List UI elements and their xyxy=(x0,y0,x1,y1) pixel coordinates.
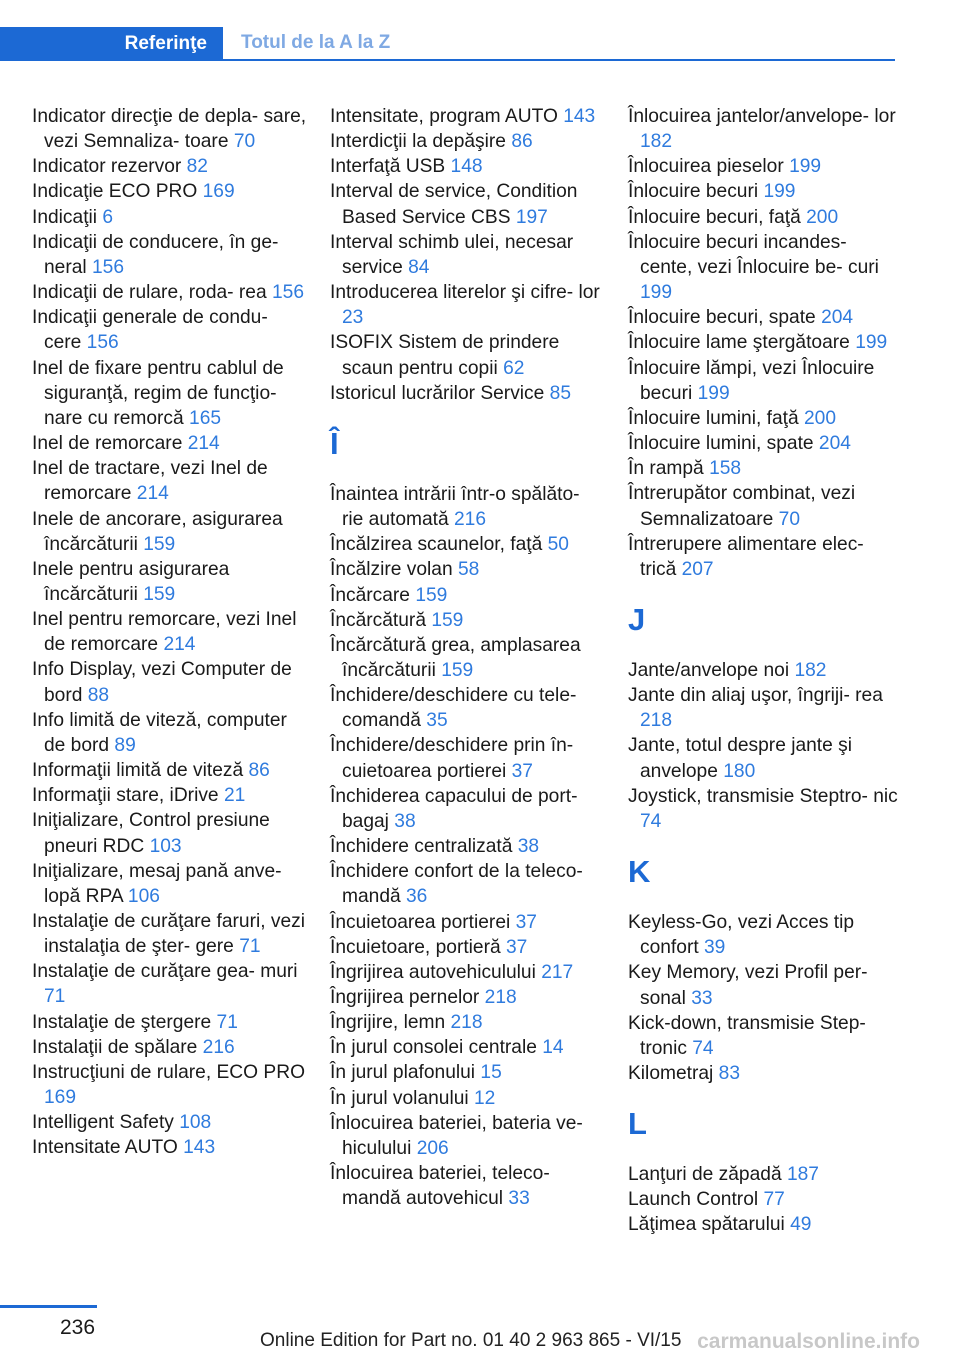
page-link[interactable]: 38 xyxy=(394,810,416,832)
index-entry-text: Iniţializare, mesaj pană anve‐ lopă RPA xyxy=(32,860,282,907)
index-entry-text: Instalaţii de spălare xyxy=(32,1036,198,1058)
index-entry xyxy=(330,733,605,783)
page-link[interactable]: 23 xyxy=(342,307,364,329)
index-entry xyxy=(32,305,307,355)
page-link[interactable]: 108 xyxy=(179,1112,212,1134)
page-link[interactable]: 158 xyxy=(709,458,742,480)
page-link[interactable]: 143 xyxy=(563,106,596,127)
index-entry xyxy=(32,607,307,657)
index-entry xyxy=(628,230,903,305)
index-entry-text: Indicaţie ECO PRO xyxy=(32,181,198,203)
page-link[interactable]: 38 xyxy=(517,836,540,858)
index-letter-heading: Î xyxy=(330,425,339,461)
index-entry-text: Înlocuirea jantelor/anvelope‐ lor xyxy=(628,106,896,127)
page-link[interactable]: 83 xyxy=(718,1063,740,1084)
page-link[interactable]: 199 xyxy=(789,156,822,178)
chapter-tab: Referinţe xyxy=(0,27,223,61)
index-entry xyxy=(628,406,903,431)
index-entry xyxy=(628,456,903,481)
index-entry xyxy=(32,758,307,783)
index-letter-heading: L xyxy=(628,1106,647,1142)
index-entry-text: Inele pentru asigurarea încărcăturii xyxy=(32,558,230,605)
index-entry-text: Înlocuirea bateriei, teleco‐ mandă autovehicul xyxy=(330,1163,550,1210)
index-entry xyxy=(628,305,903,330)
index-entry-text: Încuietoare, portieră xyxy=(330,936,501,958)
index-entry xyxy=(330,910,605,935)
index-entry xyxy=(32,1035,307,1060)
index-entry-text: Intelligent Safety xyxy=(32,1112,174,1134)
index-entry-text: Jante/anvelope noi xyxy=(628,659,790,681)
page-link[interactable]: 156 xyxy=(86,332,119,354)
page-link[interactable]: 218 xyxy=(640,710,673,732)
index-entry-text: Instalaţie de ştergere xyxy=(32,1011,212,1033)
index-entry xyxy=(32,909,307,959)
index-entry xyxy=(32,507,307,557)
index-entry xyxy=(32,1135,307,1160)
index-entry xyxy=(32,783,307,808)
index-entry-text: Îngrijirea autovehiculului xyxy=(330,961,536,983)
page-link[interactable]: 218 xyxy=(484,987,517,1008)
page-link[interactable]: 82 xyxy=(186,156,208,178)
page-link[interactable]: 33 xyxy=(508,1188,530,1210)
index-entry-text: Lanţuri de zăpadă xyxy=(628,1164,782,1186)
index-entry-text: Launch Control xyxy=(628,1189,759,1211)
index-entry-text: Indicaţii de rulare, roda‐ rea xyxy=(32,282,267,304)
index-entry xyxy=(32,104,307,154)
index-entry xyxy=(330,104,605,129)
index-entry-text: Inel de remorcare xyxy=(32,433,183,455)
index-entry-text: Instalaţie de curăţare faruri, vezi instalaţia de şter‐ gere xyxy=(32,911,306,958)
page-number: 236 xyxy=(60,1316,96,1339)
index-entry-text: Înlocuire becuri xyxy=(628,181,759,203)
index-entry-text: Info Display, vezi Computer de bord xyxy=(32,659,292,706)
edition-note: Online Edition for Part no. 01 40 2 963 865 - VI/15 xyxy=(260,1330,682,1351)
index-entry xyxy=(330,230,605,280)
page-link[interactable]: 187 xyxy=(786,1164,819,1186)
index-entry-text: Iniţializare, Control presiune pneuri RDC xyxy=(32,810,270,857)
page-link[interactable]: 148 xyxy=(450,156,483,178)
page-link[interactable]: 70 xyxy=(233,131,256,153)
index-entry-text: Interval schimb ulei, necesar service xyxy=(330,231,574,278)
index-entry-text: Inele de ancorare, asigurarea încărcăturii xyxy=(32,508,283,555)
page-link[interactable]: 36 xyxy=(406,886,428,908)
section-tab: Totul de la A la Z xyxy=(223,27,895,61)
page-link[interactable]: 180 xyxy=(723,760,756,782)
page-link[interactable]: 216 xyxy=(202,1036,235,1058)
index-entry xyxy=(330,1035,605,1060)
index-entry xyxy=(628,431,903,456)
page-link[interactable]: 74 xyxy=(640,810,662,832)
index-entry-text: Închidere confort de la teleco‐ mandă xyxy=(330,861,583,908)
index-entry-text: Info limită de viteză, computer de bord xyxy=(32,709,287,756)
page-link[interactable]: 169 xyxy=(44,1087,77,1109)
index-entry-text: Keyless-Go, vezi Acces tip confort xyxy=(628,912,855,959)
index-entry-text: Joystick, transmisie Steptro‐ nic xyxy=(628,785,898,807)
index-entry xyxy=(628,733,903,783)
page-link[interactable]: 200 xyxy=(806,206,839,228)
page-link[interactable]: 6 xyxy=(102,206,114,228)
index-entry-text: Înlocuire becuri incandes‐ cente, vezi Înlocuire be‐ curi xyxy=(628,231,879,278)
page-link[interactable]: 50 xyxy=(547,534,569,556)
index-entry xyxy=(628,784,903,834)
index-entry xyxy=(628,205,903,230)
page-link[interactable]: 199 xyxy=(697,382,730,404)
index-entry xyxy=(330,330,605,380)
index-entry-text: Înlocuire becuri, faţă xyxy=(628,206,801,228)
index-entry-text: Înaintea intrării într-o spălăto‐ rie automată xyxy=(330,483,580,531)
index-column-1 xyxy=(32,104,307,1161)
page-link[interactable]: 182 xyxy=(640,131,673,153)
index-entry xyxy=(628,532,903,582)
index-entry xyxy=(32,205,307,230)
index-entry xyxy=(330,834,605,859)
index-entry-text: Inel de tractare, vezi Inel de remorcare xyxy=(32,458,268,505)
index-entry xyxy=(330,129,605,154)
index-entry-text: Înlocuire lame ştergătoare xyxy=(628,332,850,354)
index-entry xyxy=(628,960,903,1010)
index-entry-text: Indicator direcţie de depla‐ sare, vezi Semnaliza‐ toare xyxy=(32,106,307,153)
index-entry-text: Jante din aliaj uşor, îngriji‐ rea xyxy=(628,685,883,707)
index-entry xyxy=(330,280,605,330)
index-entry xyxy=(32,230,307,280)
page-link[interactable]: 214 xyxy=(187,433,220,455)
page-link[interactable]: 71 xyxy=(216,1011,238,1033)
index-entry xyxy=(628,910,903,960)
page-link[interactable]: 37 xyxy=(511,760,533,782)
page-link[interactable]: 204 xyxy=(818,433,851,455)
index-entry xyxy=(32,280,307,305)
index-entry xyxy=(32,154,307,179)
index-entry-text: Interfaţă USB xyxy=(330,156,446,178)
page-link[interactable]: 197 xyxy=(515,206,548,228)
index-entry xyxy=(330,935,605,960)
page-link[interactable]: 74 xyxy=(692,1037,714,1059)
page-link[interactable]: 37 xyxy=(506,936,528,958)
page-link[interactable]: 159 xyxy=(143,583,176,605)
index-entry-text: Încărcătură grea, amplasarea încărcăturii xyxy=(330,634,581,681)
page-link[interactable]: 143 xyxy=(183,1137,216,1159)
page-link[interactable]: 35 xyxy=(426,710,448,732)
footer-rule xyxy=(0,1305,97,1308)
index-column-2 xyxy=(330,104,605,1211)
index-entry-text: În jurul volanului xyxy=(330,1087,469,1109)
index-entry-text: Înlocuire becuri, spate xyxy=(628,307,816,329)
watermark: carmanualsonline.info xyxy=(697,1330,920,1353)
index-entry xyxy=(32,657,307,707)
index-entry xyxy=(330,154,605,179)
index-entry xyxy=(330,985,605,1010)
page-link[interactable]: 159 xyxy=(431,609,464,631)
page-link[interactable]: 156 xyxy=(271,282,304,304)
index-entry-text: Intensitate AUTO xyxy=(32,1137,178,1159)
index-entry-text: Încuietoarea portierei xyxy=(330,911,511,933)
page-link[interactable]: 165 xyxy=(189,407,222,429)
index-entry-text: Înlocuire lumini, faţă xyxy=(628,407,799,429)
page-link[interactable]: 15 xyxy=(480,1062,502,1084)
index-entry xyxy=(628,1011,903,1061)
page-link[interactable]: 103 xyxy=(149,835,182,857)
index-entry xyxy=(32,456,307,506)
index-entry xyxy=(32,859,307,909)
index-entry xyxy=(330,179,605,229)
index-entry xyxy=(330,633,605,683)
index-entry xyxy=(628,104,903,154)
index-entry xyxy=(628,330,903,355)
page-link[interactable]: 204 xyxy=(821,307,854,329)
index-entry xyxy=(628,356,903,406)
index-entry xyxy=(32,1110,307,1135)
index-entry-text: Istoricul lucrărilor Service xyxy=(330,382,545,404)
index-entry-text: Kick-down, transmisie Step‐ tronic xyxy=(628,1012,866,1059)
page-link[interactable]: 214 xyxy=(136,483,169,505)
page-link[interactable]: 89 xyxy=(114,734,136,756)
index-entry xyxy=(32,179,307,204)
page-link[interactable]: 200 xyxy=(803,407,836,429)
index-entry xyxy=(330,532,605,557)
page-link[interactable]: 21 xyxy=(223,785,246,807)
page-link[interactable]: 199 xyxy=(763,181,796,203)
index-entry xyxy=(330,960,605,985)
page-link[interactable]: 71 xyxy=(44,986,66,1008)
page-link[interactable]: 86 xyxy=(511,131,533,153)
index-entry xyxy=(330,1111,605,1161)
index-entry-text: Introducerea literelor şi cifre‐ lor xyxy=(330,282,600,304)
index-entry xyxy=(628,658,903,683)
page-link[interactable]: 214 xyxy=(163,634,196,656)
index-entry-text: Încălzire volan xyxy=(330,559,453,581)
index-entry-text: Îngrijire, lemn xyxy=(330,1012,446,1034)
page-link[interactable]: 86 xyxy=(248,760,270,782)
index-entry-text: Kilometraj xyxy=(628,1063,714,1084)
index-entry xyxy=(32,1010,307,1035)
index-entry-text: Încălzirea scaunelor, faţă xyxy=(330,534,543,556)
page-link[interactable]: 106 xyxy=(127,885,160,907)
page-link[interactable]: 206 xyxy=(416,1137,449,1159)
index-entry-text: Întrerupere alimentare elec‐ trică xyxy=(628,533,864,580)
index-entry xyxy=(330,608,605,633)
page-link[interactable]: 216 xyxy=(454,509,487,531)
page-link[interactable]: 159 xyxy=(441,659,474,681)
page-link[interactable]: 159 xyxy=(143,533,176,555)
index-entry-text: Întrerupător combinat, vezi Semnalizatoare xyxy=(628,483,856,530)
page-link[interactable]: 12 xyxy=(474,1087,496,1109)
index-entry-text: Încărcătură xyxy=(330,609,426,631)
page-link[interactable]: 88 xyxy=(87,684,110,706)
page-link[interactable]: 77 xyxy=(763,1189,785,1211)
page-link[interactable]: 58 xyxy=(458,559,480,581)
index-entry xyxy=(628,1212,903,1237)
index-entry-text: Indicaţii generale de condu‐ cere xyxy=(32,307,268,354)
index-entry xyxy=(330,1161,605,1211)
page-link[interactable]: 207 xyxy=(681,558,714,580)
index-entry-text: Instalaţie de curăţare gea‐ muri xyxy=(32,961,298,983)
index-entry xyxy=(628,481,903,531)
index-entry-text: Jante, totul despre jante şi anvelope xyxy=(628,735,852,782)
index-entry xyxy=(330,557,605,582)
page-link[interactable]: 70 xyxy=(778,508,801,530)
index-entry xyxy=(330,482,605,532)
index-entry xyxy=(330,683,605,733)
index-entry xyxy=(32,431,307,456)
index-entry xyxy=(32,959,307,1009)
index-column-3 xyxy=(628,104,903,1238)
index-entry xyxy=(32,708,307,758)
page-link[interactable]: 169 xyxy=(202,181,235,203)
index-entry-text: Indicaţii de conducere, în ge‐ neral xyxy=(32,231,279,278)
page-link[interactable]: 39 xyxy=(704,937,726,959)
page-link[interactable]: 199 xyxy=(855,332,888,354)
index-entry xyxy=(628,1187,903,1212)
index-entry-text: Interdicţii la depăşire xyxy=(330,131,506,153)
index-entry-text: În jurul plafonului xyxy=(330,1062,476,1084)
index-entry-text: Key Memory, vezi Profil per‐ sonal xyxy=(628,962,868,1009)
page-link[interactable]: 62 xyxy=(503,357,525,379)
index-entry xyxy=(330,381,605,406)
page-link[interactable]: 218 xyxy=(450,1012,483,1034)
index-entry-text: Închidere centralizată xyxy=(330,836,513,858)
index-entry-text: În jurul consolei centrale xyxy=(330,1037,537,1059)
index-entry-text: Indicaţii xyxy=(32,206,98,228)
index-entry-text: ISOFIX Sistem de prindere scaun pentru copii xyxy=(330,332,560,379)
page-link[interactable]: 199 xyxy=(640,282,673,304)
index-entry xyxy=(330,859,605,909)
index-entry-text: Îngrijirea pernelor xyxy=(330,987,480,1008)
index-entry-text: Lăţimea spătarului xyxy=(628,1214,785,1236)
index-entry-text: Înlocuirea bateriei, bateria ve‐ hiculului xyxy=(330,1112,583,1159)
index-entry-text: Indicator rezervor xyxy=(32,156,182,178)
index-entry-text: Informaţii stare, iDrive xyxy=(32,785,219,807)
page-link[interactable]: 182 xyxy=(794,659,827,681)
page-link[interactable]: 159 xyxy=(415,584,448,606)
page-link[interactable]: 156 xyxy=(92,256,125,278)
index-entry xyxy=(330,1060,605,1085)
index-entry xyxy=(32,808,307,858)
index-entry xyxy=(330,784,605,834)
index-letter-heading: J xyxy=(628,601,646,637)
page-link[interactable]: 33 xyxy=(691,987,713,1009)
index-entry-text: Intensitate, program AUTO xyxy=(330,106,558,127)
index-entry xyxy=(330,1086,605,1111)
index-entry xyxy=(628,1162,903,1187)
index-entry-text: Închidere/deschidere cu tele‐ comandă xyxy=(330,685,577,732)
index-entry-text: Informaţii limită de viteză xyxy=(32,760,244,782)
page-link[interactable]: 49 xyxy=(790,1214,812,1236)
index-entry xyxy=(330,1010,605,1035)
index-entry xyxy=(32,356,307,431)
index-entry-text: Înlocuire lumini, spate xyxy=(628,433,814,455)
index-entry-text: În rampă xyxy=(628,458,704,480)
index-entry-text: Închidere/deschidere prin în‐ cuietoarea portierei xyxy=(330,735,574,782)
index-entry xyxy=(628,154,903,179)
index-entry xyxy=(628,179,903,204)
index-entry-text: Încărcare xyxy=(330,584,410,606)
index-entry-text: Inel de fixare pentru cablul de siguranţă, regim de funcţio‐ nare cu remorcă xyxy=(32,357,284,429)
index-entry xyxy=(32,557,307,607)
page-header xyxy=(0,0,960,64)
page-link[interactable]: 84 xyxy=(408,256,430,278)
page-link[interactable]: 217 xyxy=(541,961,574,983)
index-letter-heading: K xyxy=(628,854,651,890)
page-link[interactable]: 37 xyxy=(515,911,537,933)
index-entry-text: Înlocuirea pieselor xyxy=(628,156,784,178)
page-link[interactable]: 14 xyxy=(542,1037,564,1059)
page-link[interactable]: 71 xyxy=(239,936,261,958)
index-entry xyxy=(330,583,605,608)
index-entry-text: Instrucţiuni de rulare, ECO PRO xyxy=(32,1061,305,1083)
index-entry-text: Înlocuire lămpi, vezi Înlocuire becuri xyxy=(628,357,875,404)
index-entry-text: Inel pentru remorcare, vezi Inel de remorcare xyxy=(32,609,297,656)
index-entry xyxy=(32,1060,307,1110)
index-entry xyxy=(628,683,903,733)
page-link[interactable]: 85 xyxy=(549,382,572,404)
index-entry xyxy=(628,1061,903,1086)
index-entry-text: Închiderea capacului de port‐ bagaj xyxy=(330,785,578,832)
index-entry-text: Interval de service, Condition Based Service CBS xyxy=(330,181,578,228)
